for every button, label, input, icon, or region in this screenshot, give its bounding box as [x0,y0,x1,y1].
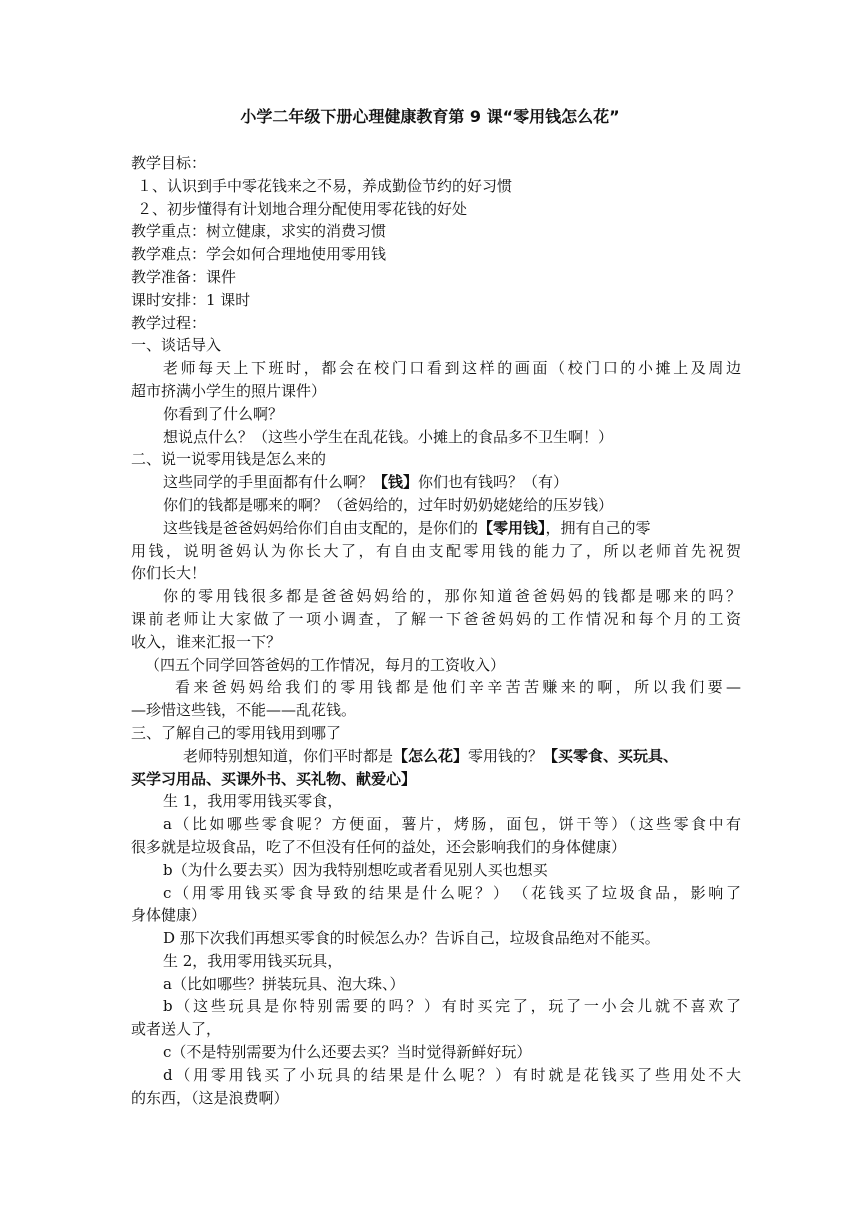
document-title: 小学二年级下册心理健康教育第 9 课“零用钱怎么花” [240,107,620,126]
text-line: 生 1，我用零用钱买零食， [163,792,343,811]
text-line: 身体健康） [131,906,207,925]
text-segment: 你们也有钱吗？（有） [418,473,569,492]
text-line: 课时安排：1 课时 [131,290,251,309]
section-heading: 二、说一说零用钱是怎么来的 [131,450,327,469]
text-line: （四五个同学回答爸妈的工作情况，每月的工资收入） [145,655,506,674]
text-line: 你们的钱都是哪来的啊？（爸妈给的，过年时奶奶姥姥给的压岁钱） [163,495,614,514]
text-line: 很多就是垃圾食品，吃了不但没有任何的益处，还会影响我们的身体健康） [131,837,627,856]
text-line: b（为什么要去买）因为我特别想吃或者看见别人买也想买 [163,860,548,879]
text-line: a（比如哪些？拼装玩具、泡大珠、） [163,974,405,993]
text-line: 课前老师让大家做了一项小调查，了解一下爸爸妈妈的工作情况和每个月的工资 [131,609,741,628]
text-line: c（不是特别需要为什么还要去买？当时觉得新鲜好玩） [163,1043,532,1062]
text-segment: 这些同学的手里面都有什么啊？ [163,473,374,492]
bold-keyword: 【买零食、买玩具、 [543,746,679,765]
text-line: 看来爸妈妈给我们的零用钱都是他们辛辛苦苦赚来的啊，所以我们要— [175,678,741,697]
text-line: 老师每天上下班时，都会在校门口看到这样的画面（校门口的小摊上及周边 [163,359,741,378]
text-line: 你看到了什么啊？ [163,404,284,423]
text-line [131,517,741,540]
text-line: 教学过程： [131,313,207,332]
bold-keyword: 【怎么花】 [393,746,469,765]
section-heading: 一、谈话导入 [131,336,222,355]
text-line: 你的零用钱很多都是爸爸妈妈给的，那你知道爸爸妈妈的钱都是哪来的吗？ [163,587,741,606]
text-line: a（比如哪些零食呢？方便面，薯片，烤肠，面包，饼干等）（这些零食中有 [163,815,741,834]
text-line: 或者送人了， [131,1020,222,1039]
text-line: １、认识到手中零花钱来之不易，养成勤俭节约的好习惯 [137,176,513,195]
text-line: D 那下次我们再想买零食的时候怎么办？告诉自己，垃圾食品绝对不能买。 [163,929,660,948]
text-line: 教学难点：学会如何合理地使用零用钱 [131,245,387,264]
text-line: 教学准备：课件 [131,267,237,286]
text-line: b（这些玩具是你特别需要的吗？）有时买完了，玩了一小会儿就不喜欢了 [163,997,741,1016]
bold-keyword: 买学习用品、买课外书、买礼物、献爱心】 [131,769,417,788]
text-line: 教学目标： [131,154,207,172]
text-segment: 这些钱是爸爸妈妈给你们自由支配的，是你们的 [163,518,479,537]
text-line: d（用零用钱买了小玩具的结果是什么呢？）有时就是花钱买了些用处不大 [163,1065,741,1084]
text-line: c（用零用钱买零食导致的结果是什么呢？） （花钱买了垃圾食品，影响了 [163,883,741,902]
text-segment: ，拥有自己的零 [545,518,651,537]
bold-keyword: 【钱】 [373,473,419,492]
text-line [131,768,741,791]
text-line [131,745,741,768]
text-line: ２、初步懂得有计划地合理分配使用零花钱的好处 [137,199,468,218]
text-line: 你们长大！ [131,564,207,583]
section-heading: 三、了解自己的零用钱用到哪了 [131,723,342,742]
bold-keyword: 【零用钱】 [478,518,546,537]
text-segment: 零用钱的？ [468,746,544,765]
text-line: 超市挤满小学生的照片课件） [131,381,327,400]
text-line [131,471,741,494]
text-line: 的东西，（这是浪费啊） [131,1088,289,1107]
text-line: 教学重点：树立健康，求实的消费习惯 [131,222,387,241]
text-line: —珍惜这些钱，不能——乱花钱。 [131,701,357,720]
document-body [131,152,741,1109]
text-line: 用钱，说明爸妈认为你长大了，有自由支配零用钱的能力了，所以老师首先祝贺 [131,541,741,560]
text-line: 想说点什么？（这些小学生在乱花钱。小摊上的食品多不卫生啊！） [163,427,614,446]
text-line: 生 2，我用零用钱买玩具， [163,951,343,970]
text-segment: 老师特别想知道，你们平时都是 [183,746,394,765]
text-line: 收入，谁来汇报一下？ [131,632,282,651]
